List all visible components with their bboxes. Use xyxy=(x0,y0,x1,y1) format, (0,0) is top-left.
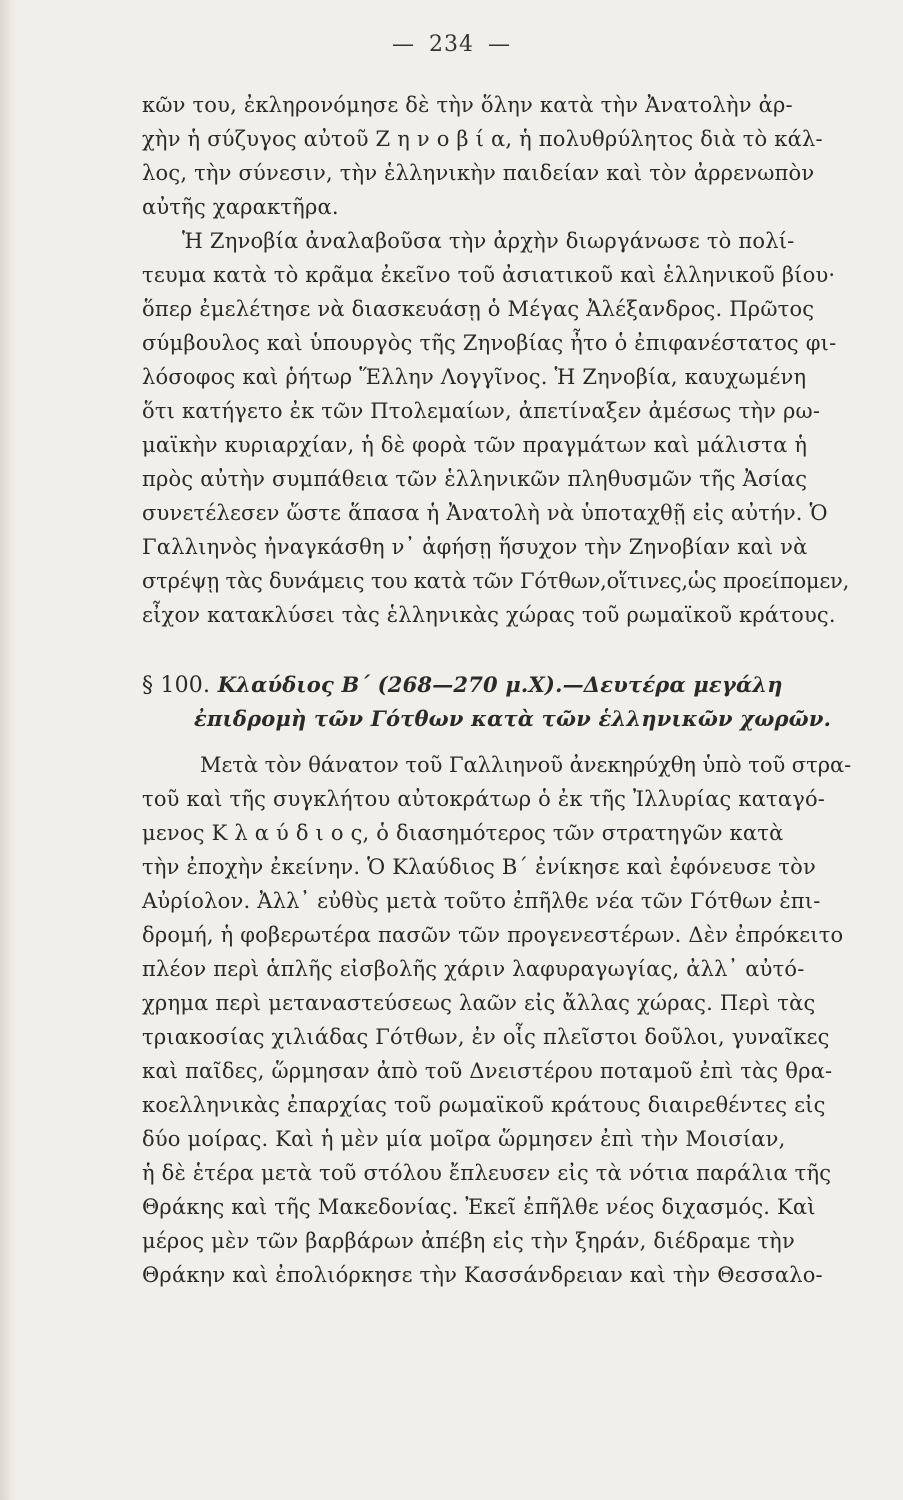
text-line: τευμα κατὰ τὸ κρᾶμα ἐκεῖνο τοῦ ἀσιατικοῦ καὶ ἑλληνικοῦ βίου· xyxy=(142,263,836,287)
text-line: Γαλλιηνὸς ἠναγκάσθη ν᾽ ἀφήσῃ ἥσυχον τὴν Ζηνοβίαν καὶ νὰ xyxy=(142,535,808,559)
text-line: ὅπερ ἐμελέτησε νὰ διασκευάσῃ ὁ Μέγας Ἀλέξανδρος. Πρῶτος xyxy=(142,297,815,321)
text-line: τὴν ἐποχὴν ἐκείνην. Ὁ Κλαύδιος Β΄ ἐνίκησε καὶ ἐφόνευσε τὸν xyxy=(142,855,816,879)
text-line: σύμβουλος καὶ ὑπουργὸς τῆς Ζηνοβίας ἦτο ὁ ἐπιφανέστατος φι- xyxy=(142,331,837,355)
text-line: Ἡ Ζηνοβία ἀναλαβοῦσα τὴν ἀρχὴν διωργάνωσε τὸ πολί- xyxy=(182,229,795,253)
section-title-part-2: ἐπιδρομὴ τῶν Γότθων κατὰ τῶν ἑλληνικῶν χωρῶν. xyxy=(194,706,832,731)
text-line: ὅτι κατήγετο ἐκ τῶν Πτολεμαίων, ἀπετίναξεν ἀμέσως τὴν ρω- xyxy=(142,399,821,423)
text-line: καὶ παῖδες, ὥρμησαν ἀπὸ τοῦ Δνειστέρου ποταμοῦ ἐπὶ τὰς θρα- xyxy=(142,1059,833,1083)
text-line: ἡ δὲ ἑτέρα μετὰ τοῦ στόλου ἔπλευσεν εἰς τὰ νότια παράλια τῆς xyxy=(142,1161,832,1185)
text-line: κῶν του, ἐκληρονόμησε δὲ τὴν ὅλην κατὰ τὴν Ἀνατολὴν ἀρ- xyxy=(142,93,793,117)
text-line: κοελληνικὰς ἐπαρχίας τοῦ ρωμαϊκοῦ κράτους διαιρεθέντες εἰς xyxy=(142,1093,826,1117)
paragraph-1 xyxy=(142,88,862,224)
text-line: δύο μοίρας. Καὶ ἡ μὲν μία μοῖρα ὥρμησεν ἐπὶ τὴν Μοισίαν, xyxy=(142,1127,786,1151)
section-title-part-1: Κλαύδιος Β΄ (268—270 μ.Χ).—Δευτέρα μεγάλη xyxy=(217,672,783,697)
text-line: λόσοφος καὶ ῥήτωρ Ἕλλην Λογγῖνος. Ἡ Ζηνοβία, καυχωμένη xyxy=(142,365,807,389)
paragraph-3 xyxy=(142,748,862,1292)
text-line: Αὐρίολον. Ἀλλ᾽ εὐθὺς μετὰ τοῦτο ἐπῆλθε νέα τῶν Γότθων ἐπι- xyxy=(142,889,821,913)
text-line: Μετὰ τὸν θάνατον τοῦ Γαλλιηνοῦ ἀνεκηρύχθη ὑπὸ τοῦ στρα- xyxy=(200,753,852,777)
page-number-value: 234 xyxy=(429,32,474,57)
page-edge-shadow xyxy=(0,0,18,1500)
text-line: πρὸς αὐτὴν συμπάθεια τῶν ἑλληνικῶν πληθυσμῶν τῆς Ἀσίας xyxy=(142,467,808,491)
text-line: αὐτῆς χαρακτῆρα. xyxy=(142,195,339,219)
text-line: στρέψῃ τὰς δυνάμεις του κατὰ τῶν Γότθων,οἵτινες,ὡς προείπομεν, xyxy=(142,569,850,593)
section-heading-line-1 xyxy=(142,668,862,702)
text-line: δρομή, ἡ φοβερωτέρα πασῶν τῶν προγενεστέρων. Δὲν ἐπρόκειτο xyxy=(142,923,844,947)
text-line: τοῦ καὶ τῆς συγκλήτου αὐτοκράτωρ ὁ ἐκ τῆς Ἰλλυρίας καταγό- xyxy=(142,787,826,811)
section-number: § 100. xyxy=(142,673,211,698)
text-line: χρημα περὶ μεταναστεύσεως λαῶν εἰς ἄλλας χώρας. Περὶ τὰς xyxy=(142,991,816,1015)
text-line: μαϊκὴν κυριαρχίαν, ἡ δὲ φορὰ τῶν πραγμάτων καὶ μάλιστα ἡ xyxy=(142,433,808,457)
text-line: μενος Κ λ α ύ δ ι ο ς, ὁ διασημότερος τῶν στρατηγῶν κατὰ xyxy=(142,821,784,845)
page-number: — 234 — xyxy=(392,32,511,57)
text-line: εἶχον κατακλύσει τὰς ἑλληνικὰς χώρας τοῦ ρωμαϊκοῦ κράτους. xyxy=(142,603,836,627)
text-line: πλέον περὶ ἁπλῆς εἰσβολῆς χάριν λαφυραγωγίας, ἀλλ᾽ αὐτό- xyxy=(142,957,805,981)
text-line: μέρος μὲν τῶν βαρβάρων ἀπέβη εἰς τὴν ξηράν, διέδραμε τὴν xyxy=(142,1229,795,1253)
text-line: Θράκης καὶ τῆς Μακεδονίας. Ἐκεῖ ἐπῆλθε νέος διχασμός. Καὶ xyxy=(142,1195,816,1219)
text-line: χὴν ἡ σύζυγος αὐτοῦ Ζ η ν ο β ί α, ἡ πολυθρύλητος διὰ τὸ κάλ- xyxy=(142,127,823,151)
text-line: λος, τὴν σύνεσιν, τὴν ἑλληνικὴν παιδείαν καὶ τὸν ἀρρενωπὸν xyxy=(142,161,815,185)
text-line: Θράκην καὶ ἐπολιόρκησε τὴν Κασσάνδρειαν καὶ τὴν Θεσσαλο- xyxy=(142,1263,823,1287)
text-line: τριακοσίας χιλιάδας Γότθων, ἐν οἷς πλεῖστοι δοῦλοι, γυναῖκες xyxy=(142,1025,830,1049)
section-heading xyxy=(142,668,862,736)
text-line: συνετέλεσεν ὥστε ἅπασα ἡ Ἀνατολὴ νὰ ὑποταχθῇ εἰς αὐτήν. Ὁ xyxy=(142,501,828,525)
paragraph-2 xyxy=(142,224,862,632)
